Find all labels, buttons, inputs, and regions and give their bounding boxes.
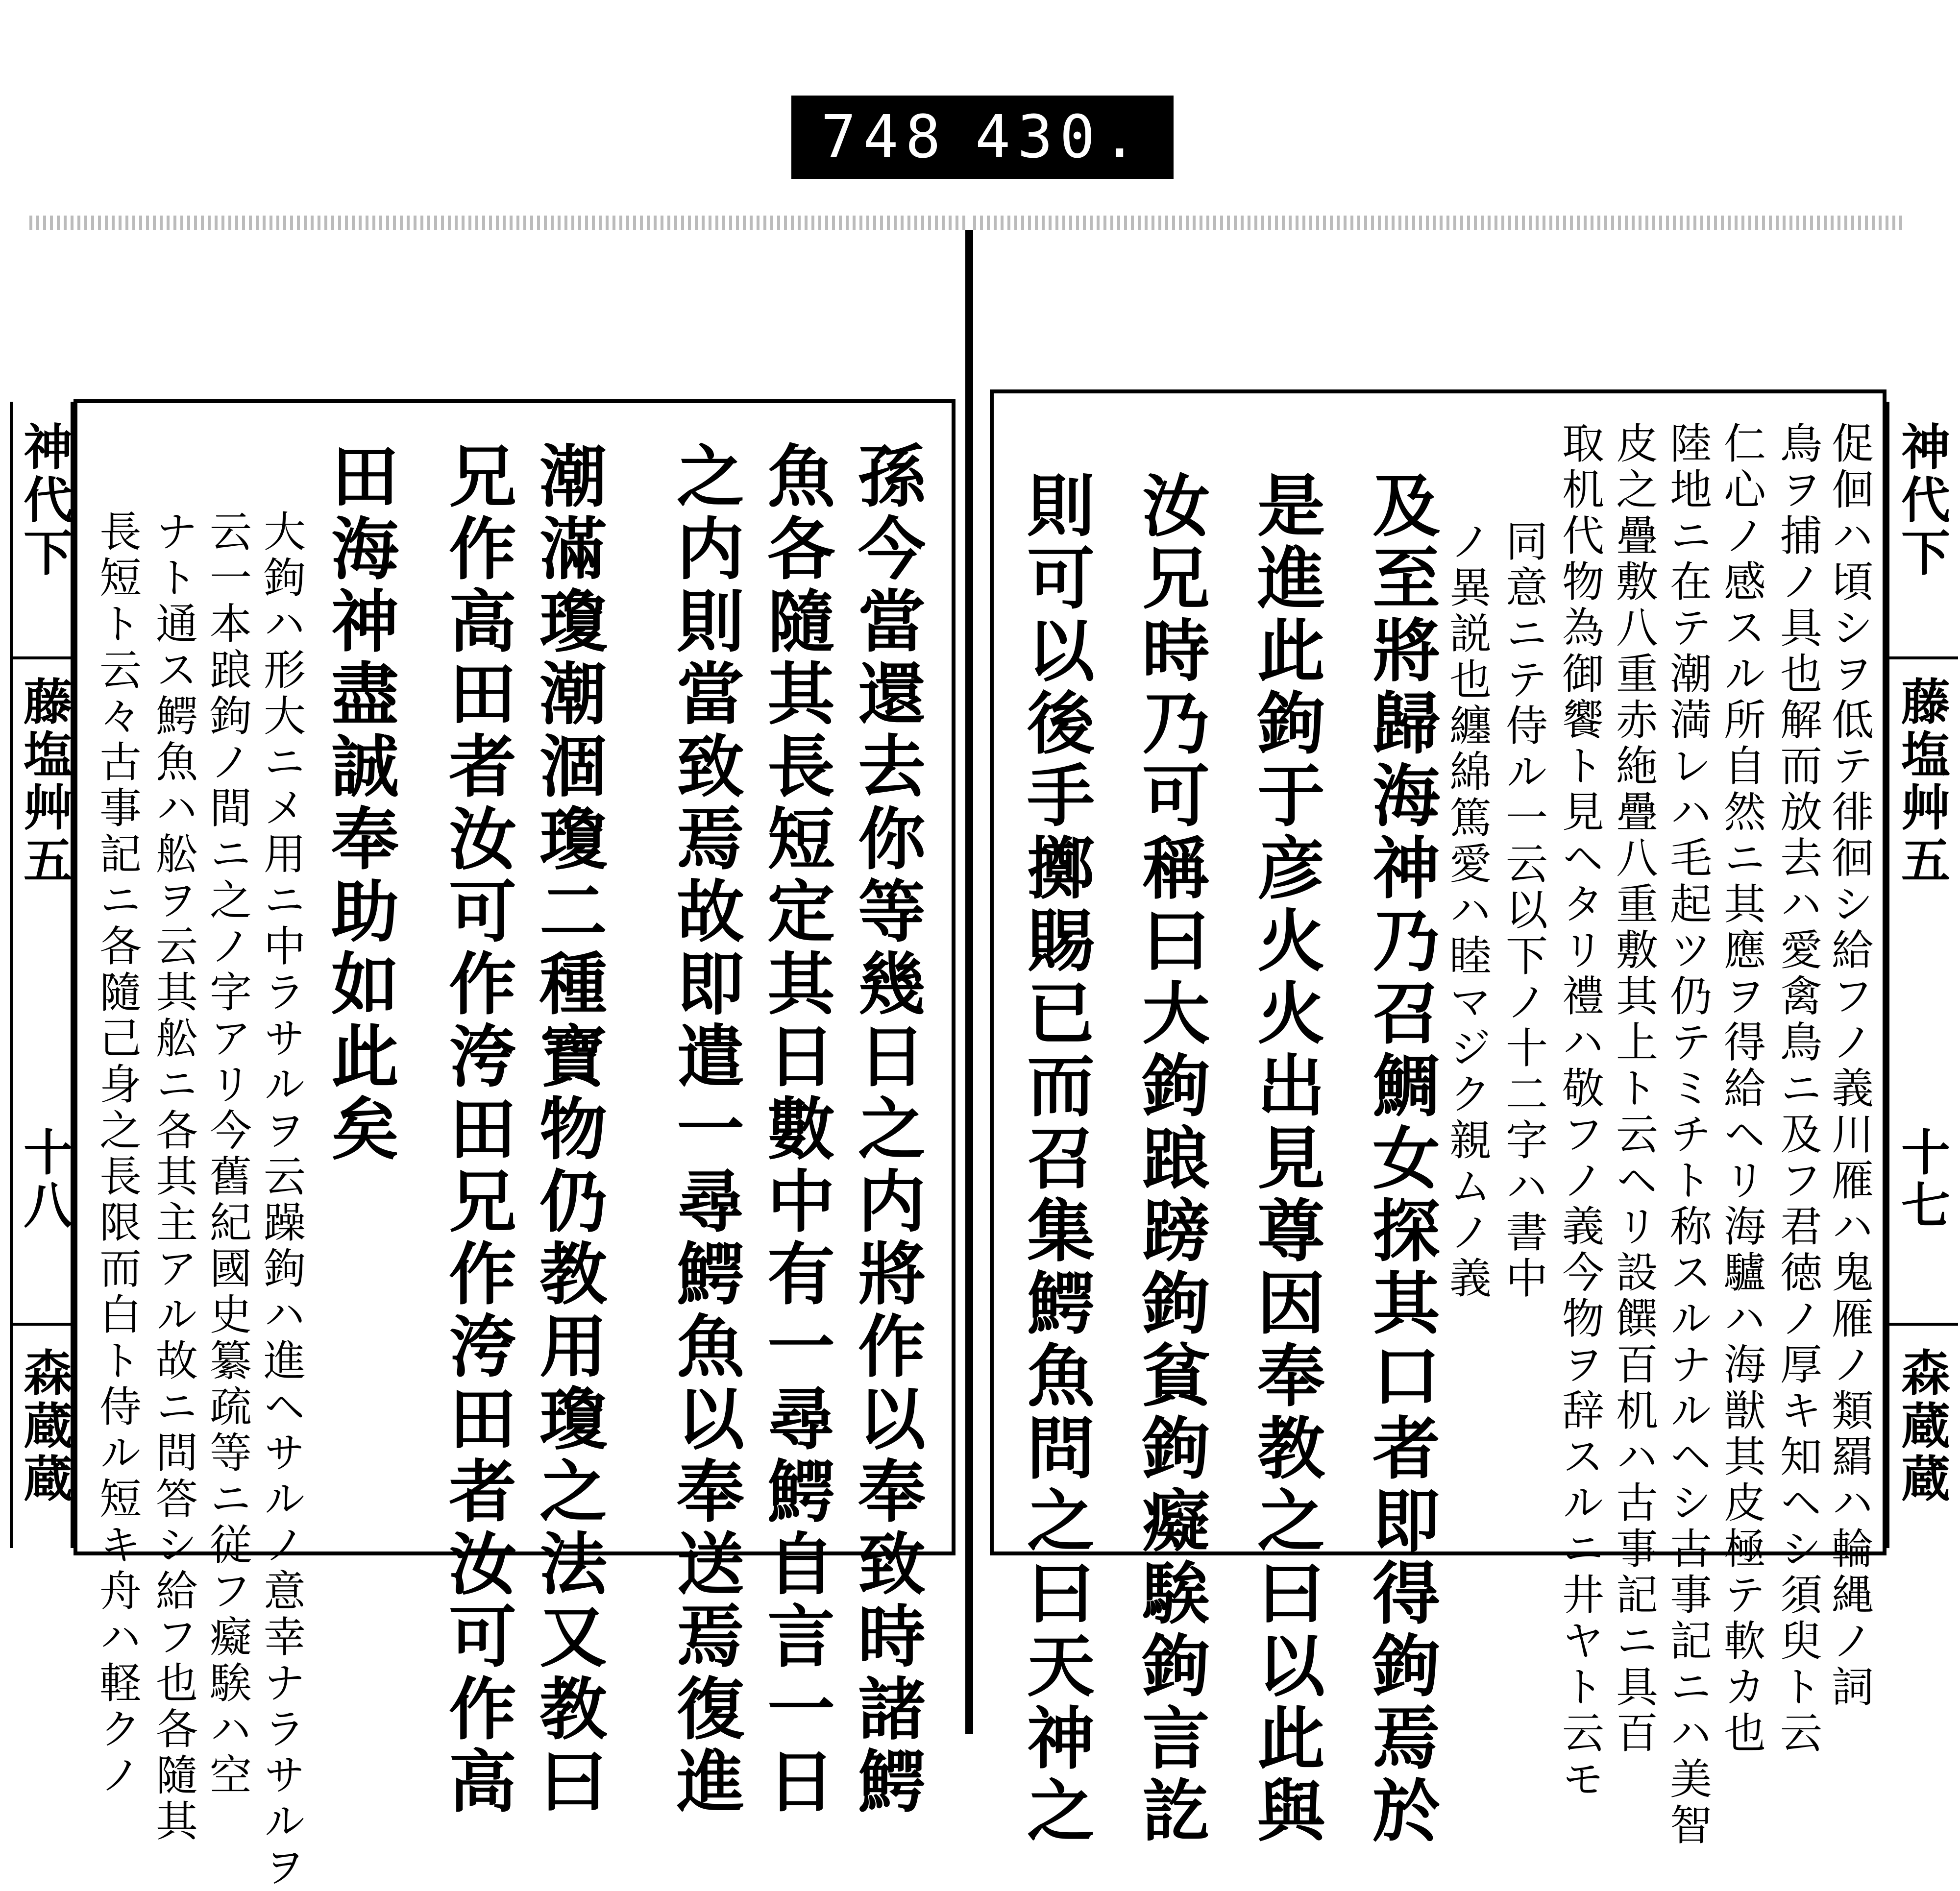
- catalog-label-left: 748: [821, 103, 948, 171]
- book-spine: [965, 230, 973, 1734]
- text-column: 及至將歸海神乃召鯛女探其口者即得鉤焉於: [1361, 470, 1441, 1848]
- commentary-column: 取机代物為御饗ト見ヘタリ禮ハ敬フノ義今物ヲ辞スルニ井ヤト云モ: [1555, 421, 1604, 1803]
- commentary-column: 皮之疊敷八重赤絁疊八重敷其上ト云ヘリ設饌百机ハ古事記ニ具百: [1609, 421, 1658, 1757]
- commentary-column: 云一本踉鉤ノ間ニ之ノ字アリ今舊紀國史纂疏等ニ従フ癡騃ハ空: [202, 509, 251, 1799]
- text-column: 是進此鉤于彦火火出見尊因奉教之曰以此與: [1246, 470, 1326, 1848]
- text-column: 汝兄時乃可稱曰大鉤踉䠙鉤貧鉤癡騃鉤言訖: [1131, 470, 1211, 1848]
- right-page-edge: [973, 216, 1904, 230]
- commentary-column: 同意ニテ侍ル一云以下ノ十二字ハ書中: [1498, 519, 1547, 1302]
- margin-book-title: 藤塩艸五: [1893, 676, 1951, 888]
- margin-leaf-number: 十七: [1893, 1127, 1951, 1233]
- commentary-column: ナト通ス鰐魚ハ舩ヲ云其舩ニ各其主アル故ニ問答シ給フ也各隨其: [148, 509, 197, 1845]
- text-column: 之内則當致焉故即遣一尋鰐魚以奉送焉復進: [665, 441, 745, 1818]
- margin-section-title: 神代下: [15, 421, 73, 580]
- catalog-label-right: 430.: [975, 103, 1144, 171]
- left-margin-strip: [10, 402, 74, 1548]
- commentary-column: 仁心ノ感スル所自然ニ其應ヲ得給ヘリ海驢ハ海獣其皮極テ軟カ也: [1716, 421, 1765, 1757]
- margin-collection-mark: 森蔵蔵: [15, 1347, 73, 1506]
- right-margin-strip: [1886, 402, 1955, 1548]
- commentary-column: 大鉤ハ形大ニメ用ニ中ラサルヲ云躁鉤ハ進ヘサルノ意幸ナラサルヲ: [256, 509, 305, 1891]
- commentary-column: 陸地ニ在テ潮満レハ毛起ツ仍テミチト称スルナルヘシ古事記ニハ美智: [1663, 421, 1712, 1849]
- commentary-column: 長短ト云々古事記ニ各隨己身之長限而白ト侍ル短キ舟ハ軽クノ: [92, 509, 141, 1799]
- catalog-label: [791, 96, 1174, 179]
- text-column: 魚各隨其長短定其日數中有一尋鰐自言一日: [756, 441, 836, 1818]
- text-column: 潮滿瓊潮涸瓊二種寶物仍教用瓊之法又教曰: [528, 441, 608, 1818]
- commentary-column: 促佪ハ頃シヲ低テ徘徊シ給フノ義川雁ハ鬼雁ノ類羂ハ輪縄ノ詞: [1824, 421, 1873, 1711]
- text-column: 則可以後手擲賜已而召集鰐魚問之曰天神之: [1016, 470, 1096, 1848]
- margin-leaf-number: 十八: [15, 1127, 73, 1233]
- margin-book-title: 藤塩艸五: [15, 676, 73, 888]
- commentary-column: ノ異説也纏綿篤愛ハ睦マジク親ムノ義: [1442, 519, 1491, 1302]
- margin-section-title: 神代下: [1893, 421, 1951, 580]
- text-column: 孫今當還去你等幾日之内將作以奉致時諸鰐: [847, 441, 927, 1818]
- margin-collection-mark: 森蔵蔵: [1893, 1347, 1951, 1506]
- left-page-edge: [29, 216, 965, 230]
- text-column: 兄作高田者汝可作洿田兄作洿田者汝可作高: [438, 441, 517, 1818]
- commentary-column: 鳥ヲ捕ノ具也解而放去ハ愛禽鳥ニ及フ君徳ノ厚キ知ヘシ須臾ト云: [1773, 421, 1822, 1757]
- text-column: 田海神盡誠奉助如此矣: [320, 441, 400, 1166]
